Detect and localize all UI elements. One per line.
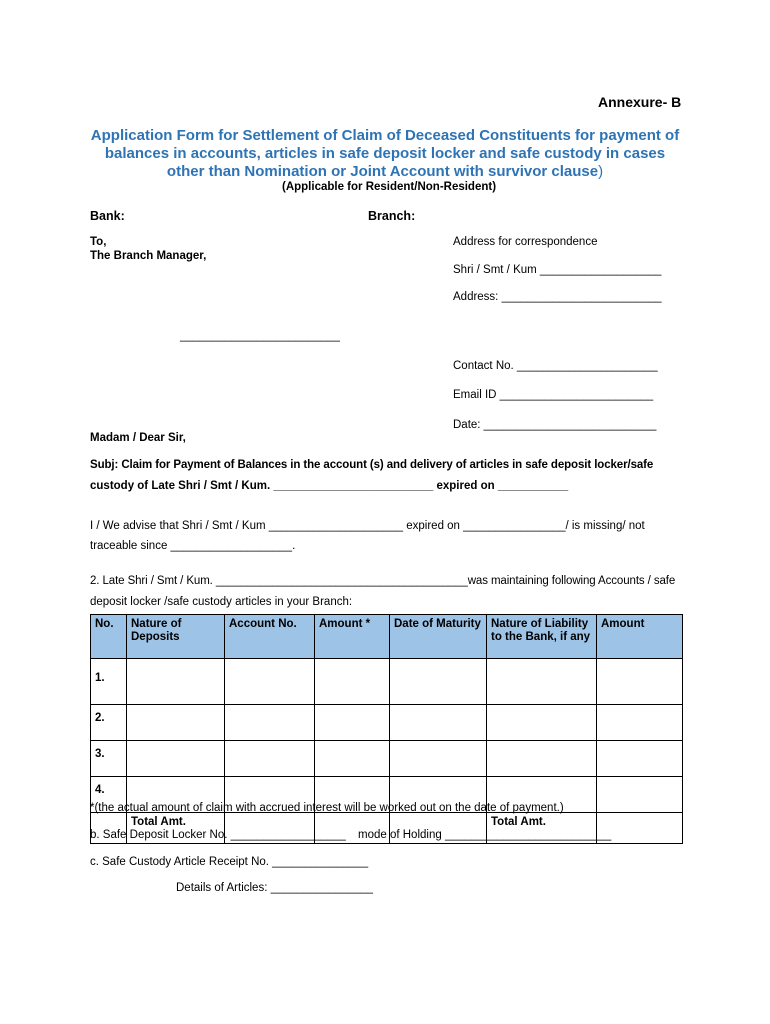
table-cell[interactable] [225,741,315,777]
subject-line-2[interactable]: custody of Late Shri / Smt / Kum. _________________________ expired on ___________ [90,480,569,492]
address-field[interactable]: Address: _________________________ [453,291,662,303]
table-header-row [91,615,683,659]
table-cell[interactable] [315,741,390,777]
row-number: 4. [91,777,127,813]
header-amount: Amount * [315,615,390,659]
applicable-note: (Applicable for Resident/Non-Resident) [282,181,497,193]
table-cell[interactable] [225,705,315,741]
email-field[interactable]: Email ID ________________________ [453,389,654,401]
paragraph-2-line-2: deposit locker /safe custody articles in your Branch: [90,596,353,608]
table-cell[interactable] [315,705,390,741]
table-row [91,741,683,777]
form-title [60,127,710,181]
annexure-label: Annexure- B [598,94,682,110]
paragraph-2-line-1[interactable]: 2. Late Shri / Smt / Kum. ________________________________________was maintaining following Accounts / safe [90,575,676,587]
title-line-3-text: other than Nomination or Joint Account with survivor clause [166,163,599,180]
table-cell[interactable] [597,705,683,741]
row-number: 2. [91,705,127,741]
table-cell[interactable] [225,659,315,705]
table-cell[interactable] [487,659,597,705]
title-paren: ) [598,163,604,180]
header-nature-of-liability: Nature of Liability to the Bank, if any [487,615,597,659]
name-field[interactable]: Shri / Smt / Kum ___________________ [453,264,662,276]
table-cell[interactable] [390,741,487,777]
table-cell[interactable] [597,659,683,705]
to-label: To, [90,236,107,248]
branch-manager-label: The Branch Manager, [90,250,207,262]
branch-label: Branch: [368,209,416,223]
table-row [91,705,683,741]
table-cell[interactable] [127,741,225,777]
header-date-of-maturity: Date of Maturity [390,615,487,659]
total-liability-label: Total Amt. [487,813,597,844]
row-number: 3. [91,741,127,777]
table-cell[interactable] [597,777,683,813]
title-line-3 [60,163,710,181]
custody-receipt-field[interactable]: c. Safe Custody Article Receipt No. _______________ [90,856,369,868]
title-line-2: balances in accounts, articles in safe deposit locker and safe custody in cases [104,145,666,162]
header-liability-amount: Amount [597,615,683,659]
table-cell[interactable] [487,741,597,777]
table-row [91,659,683,705]
paragraph-1-line-1[interactable]: I / We advise that Shri / Smt / Kum _____________________ expired on ________________/ is missing/ not [90,520,645,532]
table-cell[interactable] [390,659,487,705]
table-cell[interactable] [127,659,225,705]
articles-details-field[interactable]: Details of Articles: ________________ [176,882,373,894]
mode-of-holding-field[interactable]: mode of Holding __________________________ [358,829,612,841]
table-cell[interactable] [315,659,390,705]
bank-label: Bank: [90,209,125,223]
table-cell[interactable] [597,741,683,777]
footnote: *(the actual amount of claim with accrued interest will be worked out on the date of payment.) [90,802,564,814]
salutation: Madam / Dear Sir, [90,432,186,444]
header-no: No. [91,615,127,659]
title-line-1: Application Form for Settlement of Claim of Deceased Constituents for payment of [90,127,680,144]
subject-line-1: Subj: Claim for Payment of Balances in the account (s) and delivery of articles in safe deposit locker/safe [90,459,654,471]
paragraph-1-line-2[interactable]: traceable since ___________________. [90,540,296,552]
contact-field[interactable]: Contact No. ______________________ [453,360,658,372]
addressee-blank-line[interactable]: _________________________ [180,330,340,342]
table-cell[interactable] [390,705,487,741]
table-cell[interactable] [127,705,225,741]
date-field[interactable]: Date: ___________________________ [453,419,657,431]
locker-number-field[interactable]: b. Safe Deposit Locker No. __________________ [90,829,346,841]
header-nature-of-deposits: Nature of Deposits [127,615,225,659]
correspondence-heading: Address for correspondence [453,236,598,248]
header-account-no: Account No. [225,615,315,659]
row-number: 1. [91,659,127,705]
table-cell[interactable] [487,705,597,741]
total-amount-label: Total Amt. [127,813,225,844]
